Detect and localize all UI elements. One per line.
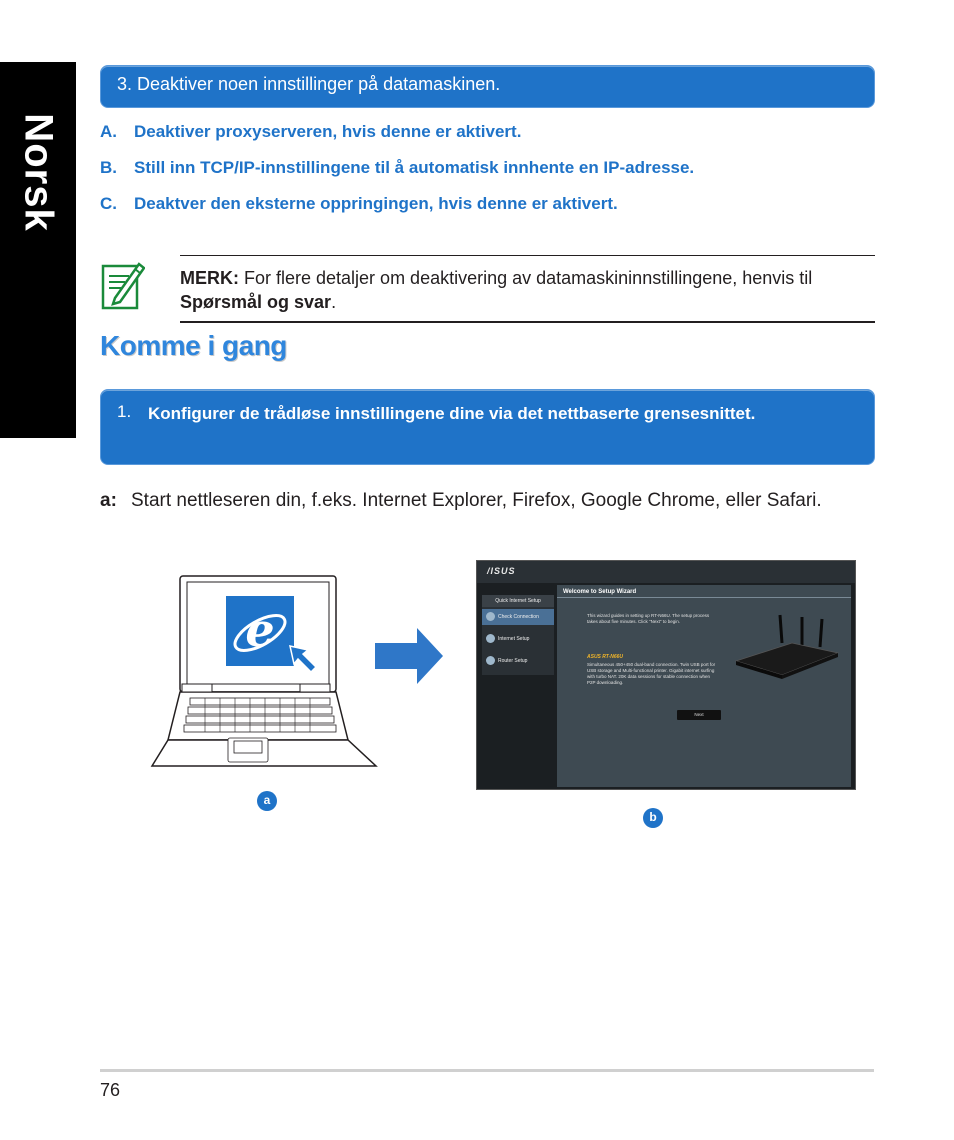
note-end: .: [331, 292, 337, 312]
step-a-label: a:: [100, 490, 117, 511]
footer-divider: [100, 1069, 874, 1072]
svg-text:e: e: [245, 603, 275, 657]
step-a-text: Start nettleseren din, f.eks. Internet Explorer, Firefox, Google Chrome, eller Safari.: [131, 490, 822, 511]
cursor-arrow-icon: [286, 642, 320, 676]
asus-logo: /ISUS: [487, 566, 516, 576]
badge-a: a: [257, 791, 277, 811]
router-model: ASUS RT-N66U: [587, 654, 624, 660]
note-label: MERK:: [180, 268, 239, 288]
note-top-divider: [180, 255, 875, 256]
menu-item-check-connection[interactable]: [482, 609, 554, 625]
next-button[interactable]: Next: [677, 710, 721, 720]
note-body: For flere detaljer om deaktivering av datamaskininnstillingene, henvis til: [239, 268, 813, 288]
setup-wizard-screenshot: [476, 560, 856, 790]
language-side-tab: [0, 62, 76, 438]
list-item-text: Deaktver den eksterne oppringingen, hvis denne er aktivert.: [134, 194, 618, 213]
menu-item-label: Internet Setup: [498, 636, 530, 642]
menu-item-router-setup[interactable]: [482, 653, 554, 669]
menu-item-internet-setup[interactable]: [482, 631, 554, 647]
menu-item-label: Check Connection: [498, 614, 539, 620]
menu-item-label: Router Setup: [498, 658, 528, 664]
note-text: [180, 266, 870, 314]
step1-banner: [100, 389, 875, 465]
list-item-c: [100, 194, 618, 214]
section-heading: Komme i gang: [100, 330, 287, 361]
router-icon: [732, 613, 842, 683]
internet-explorer-icon: [226, 596, 294, 666]
wizard-title: Welcome to Setup Wizard: [563, 589, 637, 595]
list-item-text: Still inn TCP/IP-innstillingene til å automatisk innhente en IP-adresse.: [134, 158, 695, 177]
page-number: 76: [100, 1080, 121, 1100]
badge-b: b: [643, 808, 663, 828]
list-item-letter: B.: [100, 158, 117, 177]
wizard-intro: This wizard guides in setting up RT-N66U. The setup process takes about five minutes. Click "Next" to begin.: [587, 613, 710, 624]
note-pencil-icon: [101, 258, 145, 310]
note-bottom-divider: [180, 321, 875, 323]
list-item-b: [100, 158, 694, 178]
list-item-letter: C.: [100, 194, 117, 213]
side-tab-label: Norsk: [16, 113, 61, 232]
wizard-menu-head: Quick Internet Setup: [482, 595, 554, 607]
router-features: Simultaneous 450+450 dual-band connection. Twin USB port for USB storage and Multi-functional printer. Gigabit internet surfing with turbo NAT. 20K data sessions for stable connection when P2P downloading.: [587, 662, 716, 685]
right-arrow-icon: [375, 626, 445, 686]
laptop-illustration: [150, 570, 380, 780]
list-item-a: [100, 122, 521, 142]
note-link: Spørsmål og svar: [180, 292, 332, 312]
step1-number: 1.: [117, 402, 132, 421]
step1-text: Konfigurer de trådløse innstillingene dine via det nettbaserte grensesnittet.: [148, 404, 756, 423]
step3-banner: 3. Deaktiver noen innstillinger på datamaskinen.: [100, 65, 875, 108]
list-item-letter: A.: [100, 122, 117, 141]
browser-topbar: [477, 561, 856, 583]
wizard-divider: [557, 597, 851, 598]
list-item-text: Deaktiver proxyserveren, hvis denne er aktivert.: [134, 122, 522, 141]
